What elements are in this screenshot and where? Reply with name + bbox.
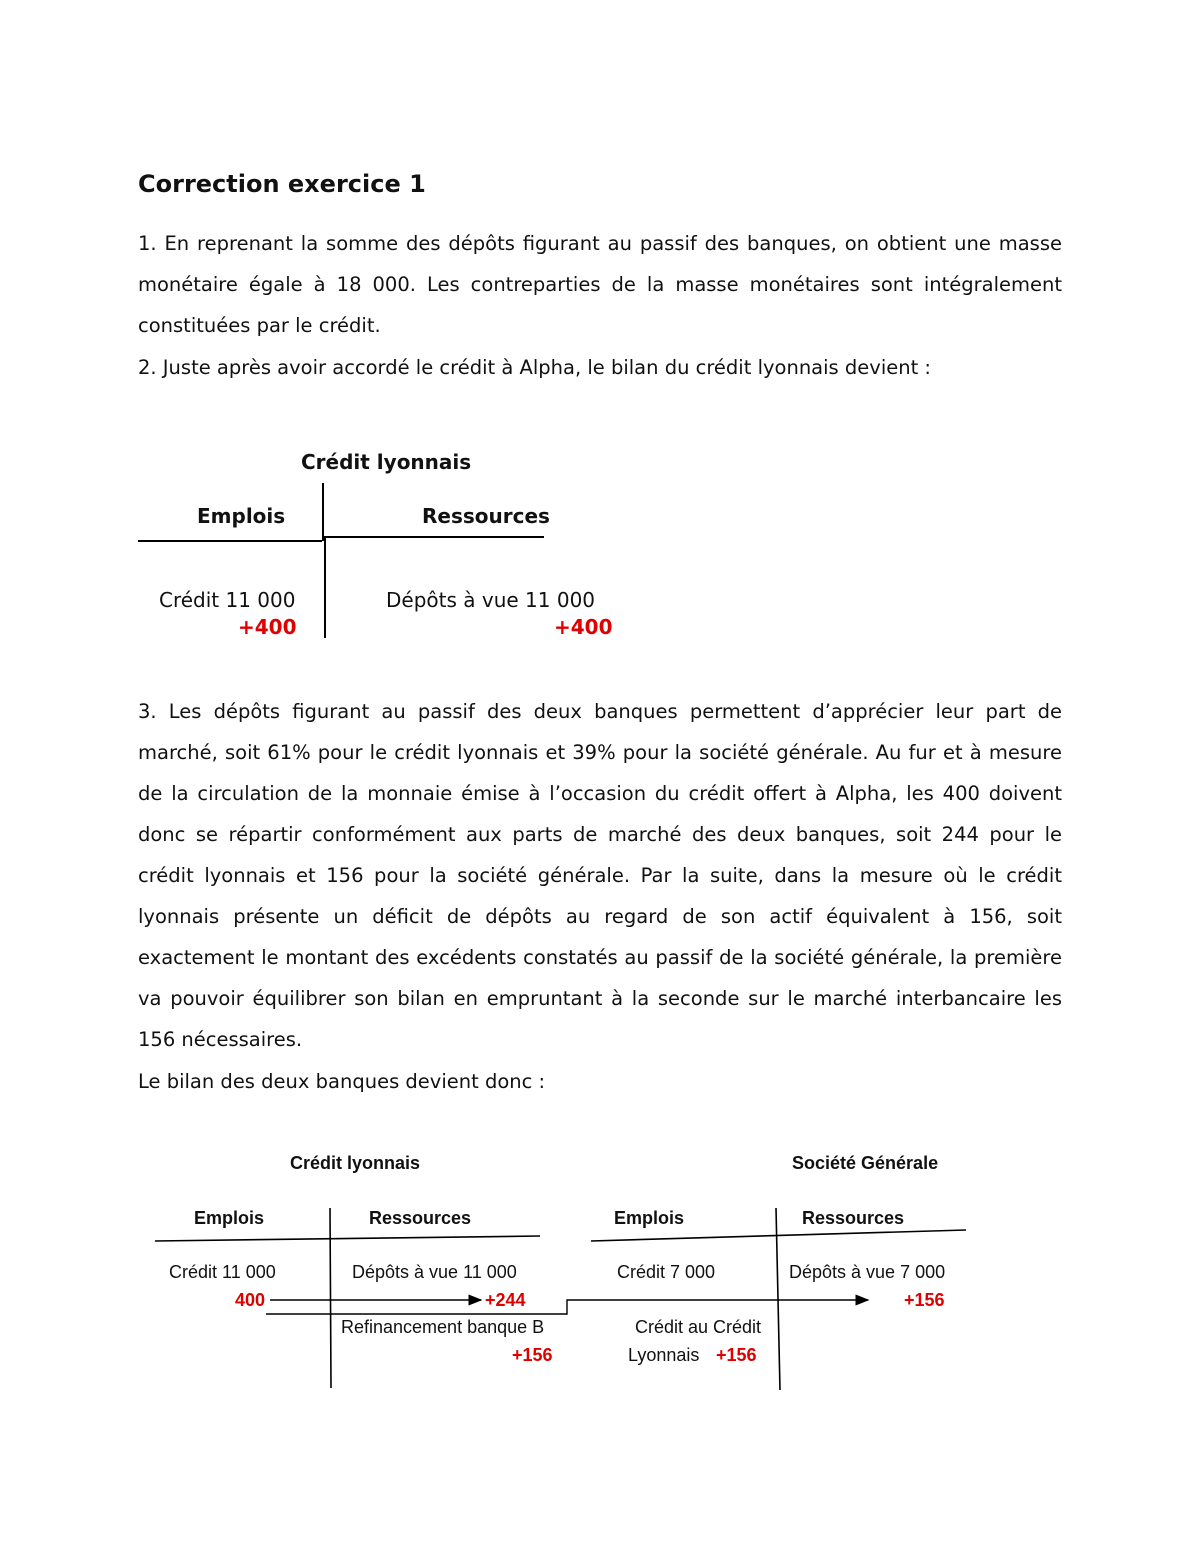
- table2-cl-refinancement-add: +156: [512, 1345, 553, 1365]
- table2-cl-ressources-header: Ressources: [369, 1208, 472, 1228]
- table1-credit-add: +400: [238, 615, 297, 639]
- table2-sg-credit-cl-add: +156: [716, 1345, 757, 1365]
- table2-cl-vline: [330, 1208, 331, 1388]
- table2-sg-credit-cl-line1: Crédit au Crédit: [635, 1317, 762, 1337]
- table2-sg-emplois-header: Emplois: [614, 1208, 685, 1228]
- table2-sg-depots: Dépôts à vue 7 000: [789, 1262, 946, 1282]
- table2-cl-title: Crédit lyonnais: [290, 1153, 421, 1173]
- table2-cl-depots-add: +244: [485, 1290, 526, 1310]
- table2-cl-depots: Dépôts à vue 11 000: [352, 1262, 517, 1282]
- table2-cl-refinancement: Refinancement banque B: [341, 1317, 545, 1337]
- paragraph-4: Le bilan des deux banques devient donc :: [138, 1070, 546, 1093]
- table1-title: Crédit lyonnais: [301, 450, 472, 474]
- table2-sg-credit-cl-line2: Lyonnais: [628, 1345, 700, 1365]
- page-title: Correction exercice 1: [138, 170, 426, 198]
- table1-credit: Crédit 11 000: [159, 588, 296, 612]
- paragraph-3: 3. Les dépôts figurant au passif des deux banques permettent d’apprécier leur part de marché, soit 61% pour le crédit lyonnais et 39% pour la société générale. Au fur et à mesure de la circulation de la monnaie émise à l’occasion du crédit offert à Alpha, les 400 doivent donc se répartir conformément aux parts de marché des deux banques, soit 244 pour le crédit lyonnais et 156 pour la société générale. Par la suite, dans la mesure où le crédit lyonnais présente un déficit de dépôts au regard de son actif équivalent à 156, soit exactement le montant des excédents constatés au passif de la société générale, la première va pouvoir équilibrer son bilan en empruntant à la seconde sur le marché interbancaire les 156 nécessaires.: [138, 700, 1062, 1051]
- table2-sg-hline: [591, 1230, 966, 1241]
- paragraph-2: 2. Juste après avoir accordé le crédit à Alpha, le bilan du crédit lyonnais devient :: [138, 356, 932, 379]
- table2-sg-depots-add: +156: [904, 1290, 945, 1310]
- table2-cl-credit-add: 400: [235, 1290, 266, 1310]
- table2-sg-credit: Crédit 7 000: [617, 1262, 716, 1282]
- table2-sg-title: Société Générale: [792, 1153, 939, 1173]
- table1-depots-add: +400: [554, 615, 613, 639]
- table2-cl-hline: [155, 1236, 540, 1241]
- table1-depots: Dépôts à vue 11 000: [386, 588, 596, 612]
- table1-emplois-header: Emplois: [197, 504, 286, 528]
- table2-cl-credit: Crédit 11 000: [169, 1262, 276, 1282]
- table2-cl-emplois-header: Emplois: [194, 1208, 265, 1228]
- table1-ressources-header: Ressources: [422, 504, 550, 528]
- paragraph-1: 1. En reprenant la somme des dépôts figurant au passif des banques, on obtient une masse monétaire égale à 18 000. Les contreparties de la masse monétaires sont intégralement constituées par le crédit.: [138, 232, 1062, 337]
- table2-sg-ressources-header: Ressources: [802, 1208, 905, 1228]
